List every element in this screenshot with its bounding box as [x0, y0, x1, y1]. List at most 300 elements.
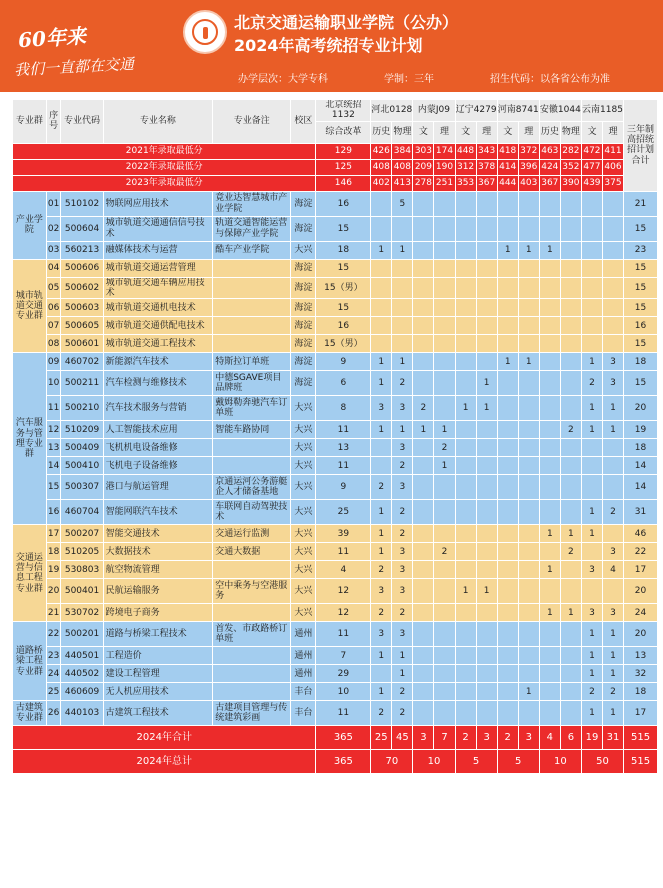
plan-cell: 1 — [392, 421, 413, 439]
plan-cell: 1 — [581, 500, 602, 525]
total-yunnan: 50 — [581, 750, 623, 774]
plan-cell — [413, 371, 434, 396]
min-score-label: 2022年录取最低分 — [13, 159, 316, 175]
plan-cell: 11 — [316, 701, 371, 726]
plan-cell: 1 — [371, 500, 392, 525]
seq-cell: 10 — [46, 371, 61, 396]
plan-cell — [539, 216, 560, 241]
page-subtitle: 2024年高考统招专业计划 — [234, 36, 423, 55]
plan-cell — [602, 439, 623, 457]
plan-cell — [518, 701, 539, 726]
table-row — [13, 543, 658, 561]
min-score-cell: 251 — [434, 175, 455, 191]
major-name: 智能网联汽车技术 — [103, 500, 213, 525]
plan-cell — [413, 604, 434, 622]
plan-cell — [539, 191, 560, 216]
plan-cell: 39 — [316, 525, 371, 543]
seq-cell: 01 — [46, 191, 61, 216]
plan-cell — [539, 277, 560, 299]
code-cell: 500307 — [61, 475, 103, 500]
plan-cell — [539, 622, 560, 647]
total-neimeng: 10 — [413, 750, 455, 774]
min-score-label: 2023年录取最低分 — [13, 175, 316, 191]
seq-cell: 19 — [46, 561, 61, 579]
plan-cell — [497, 543, 518, 561]
plan-cell: 2 — [602, 683, 623, 701]
plan-cell: 3 — [392, 439, 413, 457]
min-score-cell: 129 — [316, 143, 371, 159]
campus-cell: 海淀 — [291, 216, 316, 241]
code-cell: 500606 — [61, 259, 103, 277]
code-cell: 440502 — [61, 665, 103, 683]
col-seq: 序号 — [46, 100, 61, 144]
min-score-cell: 448 — [455, 143, 476, 159]
major-name: 民航运输服务 — [103, 579, 213, 604]
plan-cell — [518, 439, 539, 457]
table-row — [13, 500, 658, 525]
plan-cell — [455, 683, 476, 701]
seq-cell: 03 — [46, 241, 61, 259]
seq-cell: 16 — [46, 500, 61, 525]
plan-cell — [560, 371, 581, 396]
sum-cell: 7 — [434, 726, 455, 750]
campus-cell: 通州 — [291, 647, 316, 665]
plan-cell: 2 — [371, 701, 392, 726]
table-row — [13, 191, 658, 216]
plan-cell: 1 — [371, 353, 392, 371]
plan-cell — [434, 561, 455, 579]
plan-cell — [497, 647, 518, 665]
plan-cell — [413, 335, 434, 353]
row-total: 18 — [624, 683, 658, 701]
plan-cell — [581, 191, 602, 216]
campus-cell: 大兴 — [291, 241, 316, 259]
major-note — [213, 277, 291, 299]
plan-cell: 1 — [476, 579, 497, 604]
plan-cell — [371, 259, 392, 277]
plan-cell: 1 — [560, 604, 581, 622]
plan-cell: 3 — [602, 543, 623, 561]
plan-cell: 1 — [539, 241, 560, 259]
plan-cell: 1 — [392, 647, 413, 665]
plan-cell: 1 — [539, 604, 560, 622]
seq-cell: 02 — [46, 216, 61, 241]
table-row — [13, 299, 658, 317]
plan-cell: 3 — [392, 579, 413, 604]
plan-cell — [602, 317, 623, 335]
plan-cell — [371, 216, 392, 241]
plan-cell — [476, 277, 497, 299]
table-row — [13, 561, 658, 579]
plan-cell — [497, 475, 518, 500]
plan-cell: 1 — [371, 647, 392, 665]
major-name: 汽车检测与维修技术 — [103, 371, 213, 396]
plan-cell: 3 — [392, 543, 413, 561]
col-total: 三年制高招统招计划合计 — [624, 100, 658, 192]
code-cell: 510102 — [61, 191, 103, 216]
row-total: 18 — [624, 353, 658, 371]
major-name: 城市轨道交通机电技术 — [103, 299, 213, 317]
plan-cell — [476, 683, 497, 701]
plan-cell — [518, 317, 539, 335]
plan-cell — [476, 500, 497, 525]
plan-cell: 15 — [316, 299, 371, 317]
plan-cell — [497, 561, 518, 579]
min-score-cell: 414 — [497, 159, 518, 175]
plan-cell — [518, 475, 539, 500]
plan-cell — [539, 500, 560, 525]
plan-cell — [455, 335, 476, 353]
code-cell: 460704 — [61, 500, 103, 525]
plan-cell — [434, 191, 455, 216]
plan-cell: 5 — [392, 191, 413, 216]
plan-cell: 25 — [316, 500, 371, 525]
plan-cell — [602, 475, 623, 500]
min-score-cell: 408 — [371, 159, 392, 175]
campus-cell: 丰台 — [291, 701, 316, 726]
plan-cell: 11 — [316, 457, 371, 475]
plan-cell — [413, 647, 434, 665]
plan-cell — [371, 439, 392, 457]
plan-cell: 1 — [581, 396, 602, 421]
code-cell: 530702 — [61, 604, 103, 622]
campus-cell: 通州 — [291, 665, 316, 683]
campus-cell: 大兴 — [291, 561, 316, 579]
group-name: 道路桥梁工程专业群 — [13, 622, 47, 701]
plan-cell — [518, 259, 539, 277]
plan-cell — [434, 371, 455, 396]
plan-cell — [560, 579, 581, 604]
table-row — [13, 396, 658, 421]
plan-cell — [413, 259, 434, 277]
row-total: 15 — [624, 216, 658, 241]
plan-cell — [560, 241, 581, 259]
min-score-cell: 402 — [371, 175, 392, 191]
major-name: 城市轨道交通通信信号技术 — [103, 216, 213, 241]
plan-cell — [602, 335, 623, 353]
plan-cell: 13 — [316, 439, 371, 457]
plan-cell: 2 — [392, 701, 413, 726]
min-score-cell: 426 — [371, 143, 392, 159]
table-row — [13, 277, 658, 299]
col-campus: 校区 — [291, 100, 316, 144]
sub-zonghe: 综合改革 — [316, 121, 371, 143]
min-score-cell: 418 — [497, 143, 518, 159]
plan-cell — [371, 665, 392, 683]
sum-cell: 3 — [518, 726, 539, 750]
plan-cell — [581, 277, 602, 299]
col-anhui: 安徽1044 — [539, 100, 581, 122]
seq-cell: 05 — [46, 277, 61, 299]
major-name: 建设工程管理 — [103, 665, 213, 683]
major-note: 空中乘务与空港服务 — [213, 579, 291, 604]
plan-cell — [497, 216, 518, 241]
row-total: 31 — [624, 500, 658, 525]
plan-cell: 2 — [560, 543, 581, 561]
plan-cell — [518, 216, 539, 241]
plan-cell: 2 — [560, 421, 581, 439]
plan-cell: 1 — [413, 421, 434, 439]
plan-cell: 2 — [392, 604, 413, 622]
min-score-row — [13, 159, 658, 175]
campus-cell: 大兴 — [291, 543, 316, 561]
sum-cell: 365 — [316, 726, 371, 750]
major-name: 跨境电子商务 — [103, 604, 213, 622]
sum-cell: 45 — [392, 726, 413, 750]
plan-cell: 4 — [602, 561, 623, 579]
min-score-cell: 343 — [476, 143, 497, 159]
plan-cell — [413, 622, 434, 647]
plan-cell: 3 — [392, 561, 413, 579]
major-note — [213, 457, 291, 475]
sub-li: 理 — [518, 121, 539, 143]
campus-cell: 大兴 — [291, 396, 316, 421]
plan-cell: 1 — [602, 701, 623, 726]
plan-cell: 1 — [539, 525, 560, 543]
plan-cell — [476, 647, 497, 665]
plan-cell: 1 — [581, 525, 602, 543]
plan-cell — [434, 579, 455, 604]
plan-cell — [434, 701, 455, 726]
plan-cell — [371, 191, 392, 216]
sub-wen: 文 — [455, 121, 476, 143]
row-total: 19 — [624, 421, 658, 439]
row-total: 14 — [624, 475, 658, 500]
table-row — [13, 525, 658, 543]
code-cell: 460702 — [61, 353, 103, 371]
code-cell: 440501 — [61, 647, 103, 665]
plan-cell — [560, 277, 581, 299]
table-row — [13, 259, 658, 277]
duration-info: 学制：三年 — [384, 74, 434, 85]
major-note: 智能车路协同 — [213, 421, 291, 439]
campus-cell: 海淀 — [291, 259, 316, 277]
row-total: 15 — [624, 299, 658, 317]
slogan-line1: 60年来 — [17, 23, 87, 53]
code-info: 招生代码：以各省公布为准 — [490, 74, 610, 85]
sub-wuli: 物理 — [392, 121, 413, 143]
campus-cell: 丰台 — [291, 683, 316, 701]
level-info: 办学层次：大学专科 — [238, 74, 328, 85]
plan-cell: 1 — [518, 353, 539, 371]
plan-cell — [581, 241, 602, 259]
plan-cell: 11 — [316, 543, 371, 561]
col-name: 专业名称 — [103, 100, 213, 144]
sum-cell: 3 — [476, 726, 497, 750]
major-note — [213, 439, 291, 457]
plan-cell — [560, 299, 581, 317]
plan-cell: 16 — [316, 317, 371, 335]
plan-cell: 3 — [392, 475, 413, 500]
seq-cell: 06 — [46, 299, 61, 317]
plan-cell — [455, 353, 476, 371]
min-score-cell: 411 — [602, 143, 623, 159]
plan-cell — [455, 561, 476, 579]
major-name: 无人机应用技术 — [103, 683, 213, 701]
plan-cell — [434, 299, 455, 317]
code-cell: 510205 — [61, 543, 103, 561]
plan-cell — [476, 604, 497, 622]
major-name: 融媒体技术与运营 — [103, 241, 213, 259]
plan-cell — [455, 500, 476, 525]
plan-cell — [560, 317, 581, 335]
major-name: 航空物流管理 — [103, 561, 213, 579]
total-anhui: 10 — [539, 750, 581, 774]
sub-lishi: 历史 — [539, 121, 560, 143]
plan-cell: 15（男） — [316, 277, 371, 299]
code-cell: 500409 — [61, 439, 103, 457]
code-cell: 530803 — [61, 561, 103, 579]
plan-cell — [434, 604, 455, 622]
plan-cell: 18 — [316, 241, 371, 259]
plan-cell: 11 — [316, 622, 371, 647]
plan-cell: 1 — [602, 421, 623, 439]
plan-cell: 1 — [392, 241, 413, 259]
min-score-cell: 384 — [392, 143, 413, 159]
plan-cell — [476, 525, 497, 543]
major-note: 京通运河公务游艇企人才储备基地 — [213, 475, 291, 500]
plan-cell — [434, 317, 455, 335]
plan-cell — [434, 216, 455, 241]
campus-cell: 通州 — [291, 622, 316, 647]
header-row-1 — [13, 100, 658, 122]
plan-cell — [476, 259, 497, 277]
plan-cell: 1 — [581, 701, 602, 726]
plan-cell: 3 — [371, 579, 392, 604]
min-score-cell: 372 — [518, 143, 539, 159]
plan-cell — [539, 396, 560, 421]
plan-cell: 1 — [371, 683, 392, 701]
code-cell: 500603 — [61, 299, 103, 317]
plan-cell — [455, 277, 476, 299]
seq-cell: 11 — [46, 396, 61, 421]
plan-cell — [455, 421, 476, 439]
sub-wen: 文 — [581, 121, 602, 143]
min-score-cell: 209 — [413, 159, 434, 175]
major-name: 工程造价 — [103, 647, 213, 665]
plan-cell — [455, 439, 476, 457]
plan-cell — [602, 277, 623, 299]
plan-cell: 1 — [434, 457, 455, 475]
plan-cell — [476, 335, 497, 353]
code-cell: 460609 — [61, 683, 103, 701]
sum-cell: 25 — [371, 726, 392, 750]
major-note: 戴姆勒奔驰汽车订单班 — [213, 396, 291, 421]
plan-cell — [518, 500, 539, 525]
table-row — [13, 647, 658, 665]
plan-cell — [434, 622, 455, 647]
table-row — [13, 317, 658, 335]
plan-cell — [413, 241, 434, 259]
plan-cell — [434, 525, 455, 543]
plan-cell: 1 — [581, 647, 602, 665]
plan-cell — [539, 259, 560, 277]
plan-cell — [581, 475, 602, 500]
major-name: 人工智能技术应用 — [103, 421, 213, 439]
major-note: 首发、市政路桥订单班 — [213, 622, 291, 647]
code-cell: 500401 — [61, 579, 103, 604]
plan-cell — [539, 317, 560, 335]
plan-cell — [560, 683, 581, 701]
major-note: 交通运行监测 — [213, 525, 291, 543]
min-score-cell: 477 — [581, 159, 602, 175]
table-row — [13, 701, 658, 726]
plan-cell — [539, 439, 560, 457]
code-cell: 500410 — [61, 457, 103, 475]
plan-cell — [434, 500, 455, 525]
plan-cell — [455, 317, 476, 335]
table-row — [13, 421, 658, 439]
plan-cell: 15（男） — [316, 335, 371, 353]
plan-cell — [497, 525, 518, 543]
plan-cell — [497, 665, 518, 683]
plan-cell: 3 — [371, 622, 392, 647]
col-note: 专业备注 — [213, 100, 291, 144]
plan-cell: 1 — [455, 579, 476, 604]
table-row — [13, 683, 658, 701]
plan-cell: 2 — [434, 543, 455, 561]
plan-cell: 1 — [392, 353, 413, 371]
min-score-cell: 378 — [476, 159, 497, 175]
plan-cell: 1 — [434, 421, 455, 439]
plan-cell: 3 — [581, 604, 602, 622]
plan-cell: 1 — [371, 525, 392, 543]
plan-cell — [455, 241, 476, 259]
plan-cell — [413, 579, 434, 604]
plan-cell: 1 — [476, 371, 497, 396]
sub-wuli: 物理 — [560, 121, 581, 143]
plan-cell — [497, 191, 518, 216]
min-score-cell: 367 — [476, 175, 497, 191]
group-name: 城市轨道交通专业群 — [13, 259, 47, 353]
major-note — [213, 665, 291, 683]
table-row — [13, 579, 658, 604]
campus-cell: 海淀 — [291, 317, 316, 335]
code-cell: 500211 — [61, 371, 103, 396]
min-score-cell: 303 — [413, 143, 434, 159]
major-name: 新能源汽车技术 — [103, 353, 213, 371]
plan-cell — [518, 665, 539, 683]
major-name: 飞机电子设备维修 — [103, 457, 213, 475]
row-total: 20 — [624, 579, 658, 604]
plan-cell — [518, 396, 539, 421]
min-score-cell: 463 — [539, 143, 560, 159]
total-hebei: 70 — [371, 750, 413, 774]
plan-cell: 15 — [316, 259, 371, 277]
row-total: 23 — [624, 241, 658, 259]
sum-row — [13, 726, 658, 750]
plan-cell: 9 — [316, 353, 371, 371]
major-name: 物联网应用技术 — [103, 191, 213, 216]
plan-cell — [476, 561, 497, 579]
plan-cell: 2 — [371, 475, 392, 500]
plan-cell — [497, 421, 518, 439]
major-note — [213, 299, 291, 317]
plan-cell: 2 — [602, 500, 623, 525]
plan-cell — [455, 299, 476, 317]
plan-cell — [455, 216, 476, 241]
seq-cell: 20 — [46, 579, 61, 604]
col-code: 专业代码 — [61, 100, 103, 144]
code-cell: 500604 — [61, 216, 103, 241]
plan-cell — [455, 191, 476, 216]
min-score-cell: 403 — [518, 175, 539, 191]
plan-cell — [476, 191, 497, 216]
min-score-cell: 367 — [539, 175, 560, 191]
plan-cell — [413, 561, 434, 579]
min-score-cell: 146 — [316, 175, 371, 191]
code-cell: 440103 — [61, 701, 103, 726]
